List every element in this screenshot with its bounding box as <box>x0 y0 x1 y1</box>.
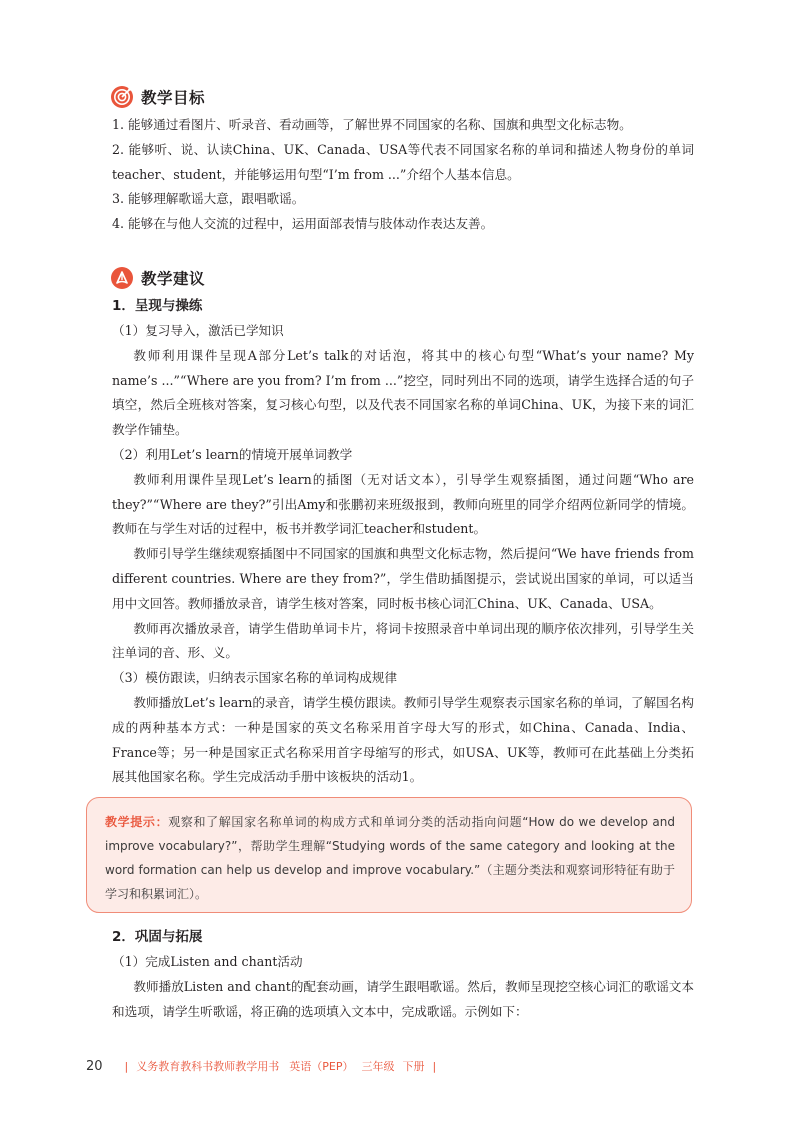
objectives-list <box>112 113 694 237</box>
section-suggestions-header <box>110 265 205 291</box>
divider: | <box>124 1059 129 1073</box>
paragraph: 教师播放Let’s learn的录音，请学生模仿跟读。教师引导学生观察表示国家名称的单词，了解国名构成的两种基本方式：一种是国家的英文名称采用首字母大写的形式，如China、Canada、India、France等；另一种是国家正式名称采用首字母缩写的形式，如USA、UK等，教师可在此基础上分类拓展其他国家名称。学生完成活动手册中该板块的活动1。 <box>112 694 694 785</box>
target-icon <box>110 85 134 109</box>
objective-item: 1. 能够通过看图片、听录音、看动画等，了解世界不同国家的名称、国旗和典型文化标志物。 <box>112 117 632 132</box>
pen-nib-icon <box>110 266 134 290</box>
tip-text: 观察和了解国家名称单词的构成方式和单词分类的活动指向问题“How do we develop and improve vocabulary?”，帮助学生理解“Studying words of the same category and looking at the word formation can help us develop and improve vocabulary.”（主题分类法和观察词形特征有助于学习和积累词汇）。 <box>105 815 675 901</box>
step-title: （2）利用Let’s learn的情境开展单词教学 <box>112 446 353 462</box>
divider: | <box>432 1059 437 1073</box>
objective-item: 4. 能够在与他人交流的过程中，运用面部表情与肢体动作表达友善。 <box>112 216 494 232</box>
grade: 三年级 <box>361 1060 395 1073</box>
page-footer <box>86 1056 444 1076</box>
section-title: 教学目标 <box>141 89 206 107</box>
page-number: 20 <box>86 1058 103 1074</box>
paragraph: 教师引导学生继续观察插图中不同国家的国旗和典型文化标志物，然后提问“We have friends from different countries. Where are they from?”，学生借助插图提示，尝试说出国家的单词，可以适当用中文回答。教师播放录音，请学生核对答案，同时板书核心词汇China、UK、Canada、USA。 <box>112 546 694 611</box>
suggestions-part2 <box>112 925 694 1024</box>
step-title: （3）模仿跟读，归纳表示国家名称的单词构成规律 <box>112 670 398 686</box>
subsection-heading: 2．巩固与拓展 <box>112 929 203 945</box>
step-title: （1）完成Listen and chant活动 <box>112 954 303 969</box>
tip-label: 教学提示： <box>105 815 169 829</box>
step-title: （1）复习导入，激活已学知识 <box>112 323 284 338</box>
section-objectives-header <box>110 84 205 110</box>
objective-item: 2. 能够听、说、认读China、UK、Canada、USA等代表不同国家名称的单词和描述人物身份的单词teacher、student，并能够运用句型“I’m from ...”介绍个人基本信息。 <box>112 141 694 182</box>
teaching-tip-box <box>86 797 692 913</box>
subsection-heading: 1．呈现与操练 <box>112 298 203 314</box>
volume: 下册 <box>402 1060 425 1073</box>
section-title: 教学建议 <box>141 270 206 288</box>
paragraph: 教师利用课件呈现A部分Let’s talk的对话泡，将其中的核心句型“What’s your name? My name’s ...”“Where are you from? I’m from ...”挖空，同时列出不同的选项，请学生选择合适的句子填空，然后全班核对答案，复习核心句型，以及代表不同国家名称的单词China、UK，为接下来的词汇教学作铺垫。 <box>112 347 694 438</box>
suggestions-part1 <box>112 294 694 790</box>
paragraph: 教师播放Listen and chant的配套动画，请学生跟唱歌谣。然后，教师呈现挖空核心词汇的歌谣文本和选项，请学生听歌谣，将正确的选项填入文本中，完成歌谣。示例如下： <box>112 978 694 1019</box>
paragraph: 教师利用课件呈现Let’s learn的插图（无对话文本），引导学生观察插图，通过问题“Who are they?”“Where are they?”引出Amy和张鹏初来班级报到，教师向班里的同学介绍两位新同学的情境。教师在与学生对话的过程中，板书并教学词汇teacher和student。 <box>112 471 694 537</box>
tip-paragraph <box>105 810 675 906</box>
paragraph: 教师再次播放录音，请学生借助单词卡片，将词卡按照录音中单词出现的顺序依次排列，引导学生关注单词的音、形、义。 <box>112 620 694 661</box>
objective-item: 3. 能够理解歌谣大意，跟唱歌谣。 <box>112 191 305 207</box>
book-title: 义务教育教科书教师教学用书 <box>136 1060 280 1073</box>
subject: 英语（PEP） <box>289 1060 354 1073</box>
